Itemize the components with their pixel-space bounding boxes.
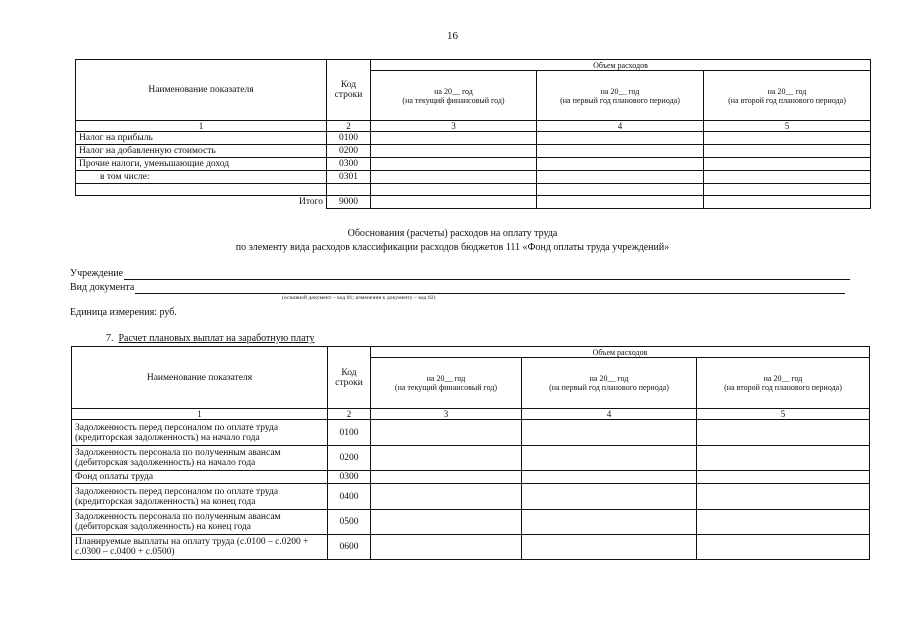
value-cell[interactable] [371,484,522,510]
header-row-code: Код строки [328,347,371,409]
value-cell[interactable] [537,132,704,145]
value-cell[interactable] [697,471,870,484]
column-number: 4 [522,409,697,420]
header-expense-volume: Объем расходов [371,347,870,358]
row-code [327,184,371,196]
header-first-plan-year: на 20__ год (на первый год планового периода) [522,358,697,409]
section-heading-line1: Обоснования (расчеты) расходов на оплату труда [347,228,558,239]
value-cell[interactable] [371,145,537,158]
table-row [76,184,871,196]
section-7-title [106,333,315,344]
units-label: Единица измерения: руб. [70,307,177,318]
row-name: Задолженность персонала по полученным авансам (дебиторская задолженность) на начало года [72,446,328,471]
total-code: 9000 [327,196,371,209]
institution-field[interactable] [70,268,850,280]
row-name: Планируемые выплаты на оплату труда (с.0100 – с.0200 + с.0300 – с.0400 + с.0500) [72,535,328,560]
header-current-year: на 20__ год (на текущий финансовый год) [371,358,522,409]
header-current-year: на 20__ год (на текущий финансовый год) [371,71,537,121]
value-cell[interactable] [371,420,522,446]
value-cell[interactable] [537,171,704,184]
value-cell[interactable] [704,184,871,196]
header-second-plan-year: на 20__ год (на второй год планового периода) [697,358,870,409]
column-number: 2 [327,121,371,132]
page-number: 16 [447,30,458,42]
taxes-table [75,59,871,209]
value-cell[interactable] [704,196,871,209]
row-code: 0301 [327,171,371,184]
value-cell[interactable] [522,535,697,560]
column-number: 3 [371,409,522,420]
section-heading-line2: по элементу вида расходов классификации расходов бюджетов 111 «Фонд оплаты труда учреждений» [235,242,670,253]
value-cell[interactable] [371,510,522,535]
table-row [72,510,870,535]
value-cell[interactable] [371,158,537,171]
column-number: 4 [537,121,704,132]
value-cell[interactable] [371,196,537,209]
table-row [72,471,870,484]
row-code: 0300 [327,158,371,171]
row-name: Фонд оплаты труда [72,471,328,484]
value-cell[interactable] [371,171,537,184]
row-code: 0100 [328,420,371,446]
column-numbers-row [76,121,871,132]
row-code: 0400 [328,484,371,510]
value-cell[interactable] [522,484,697,510]
value-cell[interactable] [522,420,697,446]
value-cell[interactable] [697,420,870,446]
value-cell[interactable] [697,446,870,471]
column-number: 1 [72,409,328,420]
value-cell[interactable] [704,145,871,158]
row-code: 0200 [328,446,371,471]
row-name: Задолженность перед персоналом по оплате труда (кредиторская задолженность) на конец года [72,484,328,510]
header-indicator-name: Наименование показателя [72,347,328,409]
value-cell[interactable] [704,158,871,171]
row-code: 0300 [328,471,371,484]
value-cell[interactable] [537,184,704,196]
value-cell[interactable] [522,510,697,535]
column-numbers-row [72,409,870,420]
row-code: 0600 [328,535,371,560]
table-row [76,171,871,184]
row-name [76,184,327,196]
table-row [76,158,871,171]
value-cell[interactable] [697,510,870,535]
value-cell[interactable] [371,446,522,471]
row-name: Прочие налоги, уменьшающие доход [76,158,327,171]
row-name: Налог на добавленную стоимость [76,145,327,158]
value-cell[interactable] [537,196,704,209]
row-code: 0100 [327,132,371,145]
value-cell[interactable] [371,535,522,560]
row-name: Налог на прибыль [76,132,327,145]
doc-type-field[interactable] [70,282,845,294]
row-name: Задолженность персонала по полученным авансам (дебиторская задолженность) на конец года [72,510,328,535]
value-cell[interactable] [537,158,704,171]
value-cell[interactable] [704,132,871,145]
table-row [72,446,870,471]
value-cell[interactable] [537,145,704,158]
value-cell[interactable] [522,446,697,471]
salary-payments-table [71,346,870,560]
row-code: 0200 [327,145,371,158]
section-title-text: Расчет плановых выплат на заработную плату [118,333,315,344]
doc-type-note: (основной документ – код 01; изменения к документу – код 02) [282,295,436,301]
row-name: Задолженность перед персоналом по оплате труда (кредиторская задолженность) на начало года [72,420,328,446]
value-cell[interactable] [371,184,537,196]
row-code: 0500 [328,510,371,535]
table-row [72,420,870,446]
institution-underline[interactable] [124,270,850,280]
value-cell[interactable] [371,132,537,145]
value-cell[interactable] [697,535,870,560]
total-row [76,196,871,209]
table-row [76,132,871,145]
value-cell[interactable] [371,471,522,484]
value-cell[interactable] [704,171,871,184]
column-number: 5 [704,121,871,132]
header-row-code: Код строки [327,60,371,121]
section-number: 7. [106,333,114,344]
column-number: 1 [76,121,327,132]
value-cell[interactable] [522,471,697,484]
header-indicator-name: Наименование показателя [76,60,327,121]
header-first-plan-year: на 20__ год (на первый год планового периода) [537,71,704,121]
header-expense-volume: Объем расходов [371,60,871,71]
value-cell[interactable] [697,484,870,510]
doc-type-label: Вид документа [70,282,135,293]
header-second-plan-year: на 20__ год (на второй год планового периода) [704,71,871,121]
institution-label: Учреждение [70,268,124,279]
table-row [76,145,871,158]
doc-type-underline[interactable] [135,284,845,294]
row-name: в том числе: [76,171,327,184]
column-number: 2 [328,409,371,420]
table-row [72,484,870,510]
column-number: 5 [697,409,870,420]
total-label: Итого [298,197,323,208]
table-row [72,535,870,560]
column-number: 3 [371,121,537,132]
